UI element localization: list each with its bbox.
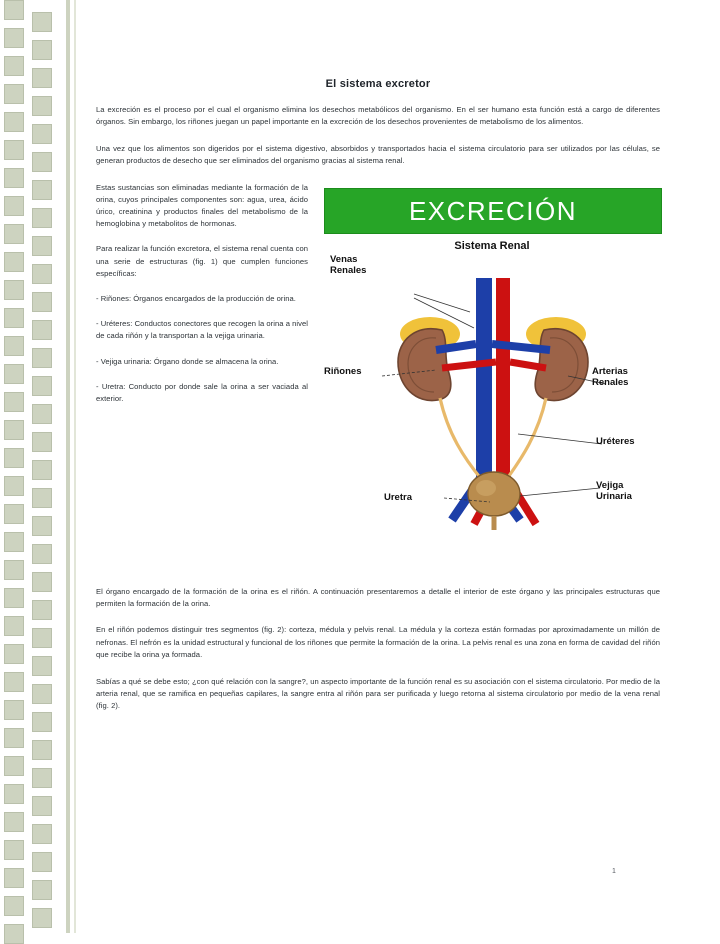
closing-paragraph-1: El órgano encargado de la formación de la orina es el riñón. A continuación presentaremos a detalle el interior de este órgano y las principales estructuras que permiten la formación de la orina.	[96, 586, 660, 609]
label-rinones: Riñones	[324, 365, 362, 377]
binding-square	[4, 280, 24, 300]
binding-square	[4, 336, 24, 356]
binding-square	[32, 600, 52, 620]
binding-square	[4, 392, 24, 412]
binding-square	[4, 28, 24, 48]
binding-square	[4, 448, 24, 468]
binding-square	[32, 796, 52, 816]
label-vejiga-urinaria: Vejiga Urinaria	[596, 479, 632, 502]
binding-square	[32, 432, 52, 452]
binding-square	[32, 264, 52, 284]
binding-square	[32, 628, 52, 648]
left-item-vejiga: - Vejiga urinaria: Órgano donde se almacena la orina.	[96, 356, 279, 366]
renal-anatomy-svg	[324, 258, 660, 558]
binding-square	[32, 180, 52, 200]
binding-square	[32, 124, 52, 144]
binding-square	[32, 40, 52, 60]
binding-square	[4, 420, 24, 440]
binding-square	[4, 56, 24, 76]
page-number: 1	[612, 868, 616, 875]
binding-square	[4, 588, 24, 608]
binding-square	[32, 376, 52, 396]
binding-square	[4, 784, 24, 804]
binding-square	[4, 476, 24, 496]
binding-rail-secondary	[74, 0, 76, 933]
label-arterias-renales: Arterias Renales	[592, 365, 629, 388]
binding-square	[4, 756, 24, 776]
binding-square	[32, 908, 52, 928]
binding-square	[32, 516, 52, 536]
binding-square	[4, 728, 24, 748]
page-title: El sistema excretor	[325, 78, 431, 90]
binding-square	[4, 700, 24, 720]
figure-caption: Sistema Renal	[454, 239, 530, 252]
binding-square	[4, 924, 24, 944]
binding-square	[4, 364, 24, 384]
binding-square	[4, 0, 24, 20]
binding-square	[32, 460, 52, 480]
closing-paragraph-2: En el riñón podemos distinguir tres segmentos (fig. 2): corteza, médula y pelvis renal. La médula y la corteza están formadas por aproximadamente un millón de nefronas. El nefrón es la unidad estructural y funcional de los riñones que permite la formación de la orina. La pelvis renal es una zona en forma de cavidad del riñón que recibe la orina ya formada.	[96, 625, 660, 660]
binding-square	[4, 252, 24, 272]
binding-square	[32, 12, 52, 32]
binding-square	[4, 504, 24, 524]
left-item-ureteres: - Uréteres: Conductos conectores que recogen la orina a nivel de cada riñón y la transportan a la vejiga urinaria.	[96, 319, 308, 341]
left-item-uretra: - Uretra: Conducto por donde sale la orina a ser vaciada al exterior.	[96, 381, 308, 404]
binding-square	[32, 852, 52, 872]
binding-rail	[66, 0, 70, 933]
binding-square	[32, 96, 52, 116]
renal-system-illustration	[324, 253, 660, 558]
binding-square	[4, 532, 24, 552]
label-uretra: Uretra	[384, 491, 412, 503]
binding-square	[32, 572, 52, 592]
binding-square	[32, 236, 52, 256]
figure-banner-title: EXCRECIÓN	[408, 195, 578, 226]
binding-square	[4, 84, 24, 104]
binding-column-left	[4, 0, 30, 933]
binding-square	[4, 868, 24, 888]
binding-square	[4, 560, 24, 580]
notebook-binding-decoration	[0, 0, 78, 933]
binding-square	[32, 152, 52, 172]
binding-square	[4, 812, 24, 832]
left-paragraph-1: Estas sustancias son eliminadas mediante la formación de la orina, cuyos principales componentes son: agua, urea, ácido úrico, creatinina y productos finales del metabolismo de la hemoglobina y metabolitos de hormonas.	[96, 182, 308, 229]
intro-paragraph-2: Una vez que los alimentos son digeridos por el sistema digestivo, absorbidos y transportados hacia el sistema circulatorio para ser utilizados por las células, se generan productos de desecho que ser eliminados del organismo gracias al sistema renal.	[96, 143, 660, 166]
binding-square	[4, 308, 24, 328]
binding-square	[32, 348, 52, 368]
binding-square	[4, 196, 24, 216]
binding-square	[32, 712, 52, 732]
binding-square	[32, 292, 52, 312]
binding-square	[4, 112, 24, 132]
renal-system-figure	[324, 188, 660, 568]
binding-square	[32, 740, 52, 760]
binding-square	[32, 404, 52, 424]
left-paragraph-2: Para realizar la función excretora, el sistema renal cuenta con una serie de estructuras (fig. 1) que cumplen funciones específicas:	[96, 244, 308, 278]
binding-square	[4, 644, 24, 664]
closing-paragraph-3: Sabías a qué se debe esto; ¿con qué relación con la sangre?, un aspecto importante de la función renal es su asociación con el sistema circulatorio. Por medio de la arteria renal, que se ramifica en pequeñas capilares, la sangre entra al riñón para ser purificada y luego retorna al sistema circulatorio por medio de la vena renal (fig. 2).	[96, 676, 660, 711]
figure-banner	[324, 188, 662, 234]
left-item-rinones: - Riñones: Órganos encargados de la producción de orina.	[96, 294, 296, 304]
binding-square	[4, 840, 24, 860]
binding-square	[32, 880, 52, 900]
binding-square	[32, 68, 52, 88]
binding-square	[4, 140, 24, 160]
binding-square	[4, 168, 24, 188]
binding-square	[32, 684, 52, 704]
binding-square	[4, 224, 24, 244]
binding-column-right	[32, 0, 58, 933]
binding-square	[32, 320, 52, 340]
label-ureteres: Uréteres	[596, 435, 635, 447]
binding-square	[32, 656, 52, 676]
binding-square	[32, 824, 52, 844]
document-content	[96, 56, 660, 896]
binding-square	[32, 768, 52, 788]
two-column-section	[96, 182, 660, 572]
binding-square	[4, 616, 24, 636]
binding-square	[32, 488, 52, 508]
binding-square	[32, 208, 52, 228]
binding-square	[4, 672, 24, 692]
intro-paragraph-1: La excreción es el proceso por el cual el organismo elimina los desechos metabólicos del organismo. En el ser humano esta función está a cargo de diferentes órganos. Sin embargo, los riñones juegan un papel importante en la excreción de los desechos provenientes de metabolismo de los alimentos.	[96, 105, 660, 127]
label-venas-renales: Venas Renales	[330, 253, 367, 276]
binding-square	[4, 896, 24, 916]
left-text-column	[96, 182, 308, 419]
binding-square	[32, 544, 52, 564]
